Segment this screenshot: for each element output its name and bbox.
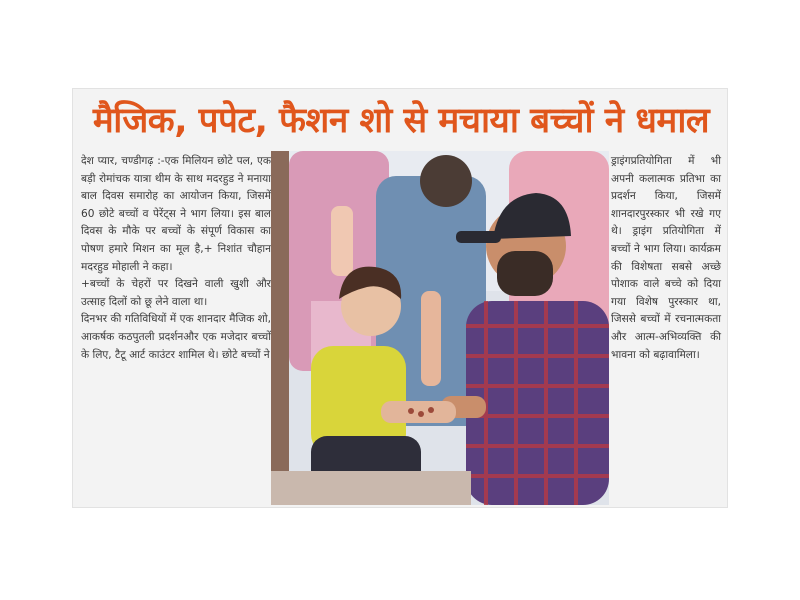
event-photo — [271, 151, 609, 505]
headline: मैजिक, पपेट, फैशन शो से मचाया बच्चों ने धमाल — [92, 100, 710, 141]
left-text-column — [81, 153, 271, 364]
newspaper-clipping — [72, 88, 728, 508]
paragraph: ड्राइंगप्रतियोगिता में भी अपनी कलात्मक प्रतिभा का प्रदर्शन किया, जिसमें शानदारपुरस्कार भी रखे गए थे। ड्राइंग प्रतियोगिता में बच्चों ने भाग लिया। कार्यक्रम की विशेषता सबसे अच्छे पोशाक वाले बच्चे को दिया गया विशेष पुरस्कार था, जिससे बच्चों में रचनात्मकता और आत्म-अभिव्यक्ति की भावना को बढ़ावामिला। — [611, 155, 721, 361]
tattoo-art-photo-illustration — [271, 151, 609, 505]
paragraph: देश प्यार, चण्डीगढ़ :-एक मिलियन छोटे पल, एक बड़ी रोमांचक यात्रा थीम के साथ मदरहुड ने मनाया बाल दिवस समारोह का आयोजन किया, जिसमें 60 छोटे बच्चों व पेरेंट्स ने भाग लिया। इस बाल दिवस के मौके पर बच्चों के संपूर्ण विकास का पोषण हमारे मिशन का मूल है,+ निशांत चौहान मदरहुड मोहाली ने कहा। — [81, 155, 271, 273]
right-text-column — [611, 153, 721, 364]
paragraph: दिनभर की गतिविधियों में एक शानदार मैजिक शो, आकर्षक कठपुतली प्रदर्शनऔर एक मजेदार बच्चों के लिए, टैटू आर्ट काउंटर शामिल थे। छोटे बच्चों ने — [81, 313, 271, 361]
paragraph: +बच्चों के चेहरों पर दिखने वाली खुशी और उत्साह दिलों को छू लेने वाला था। — [81, 278, 271, 308]
